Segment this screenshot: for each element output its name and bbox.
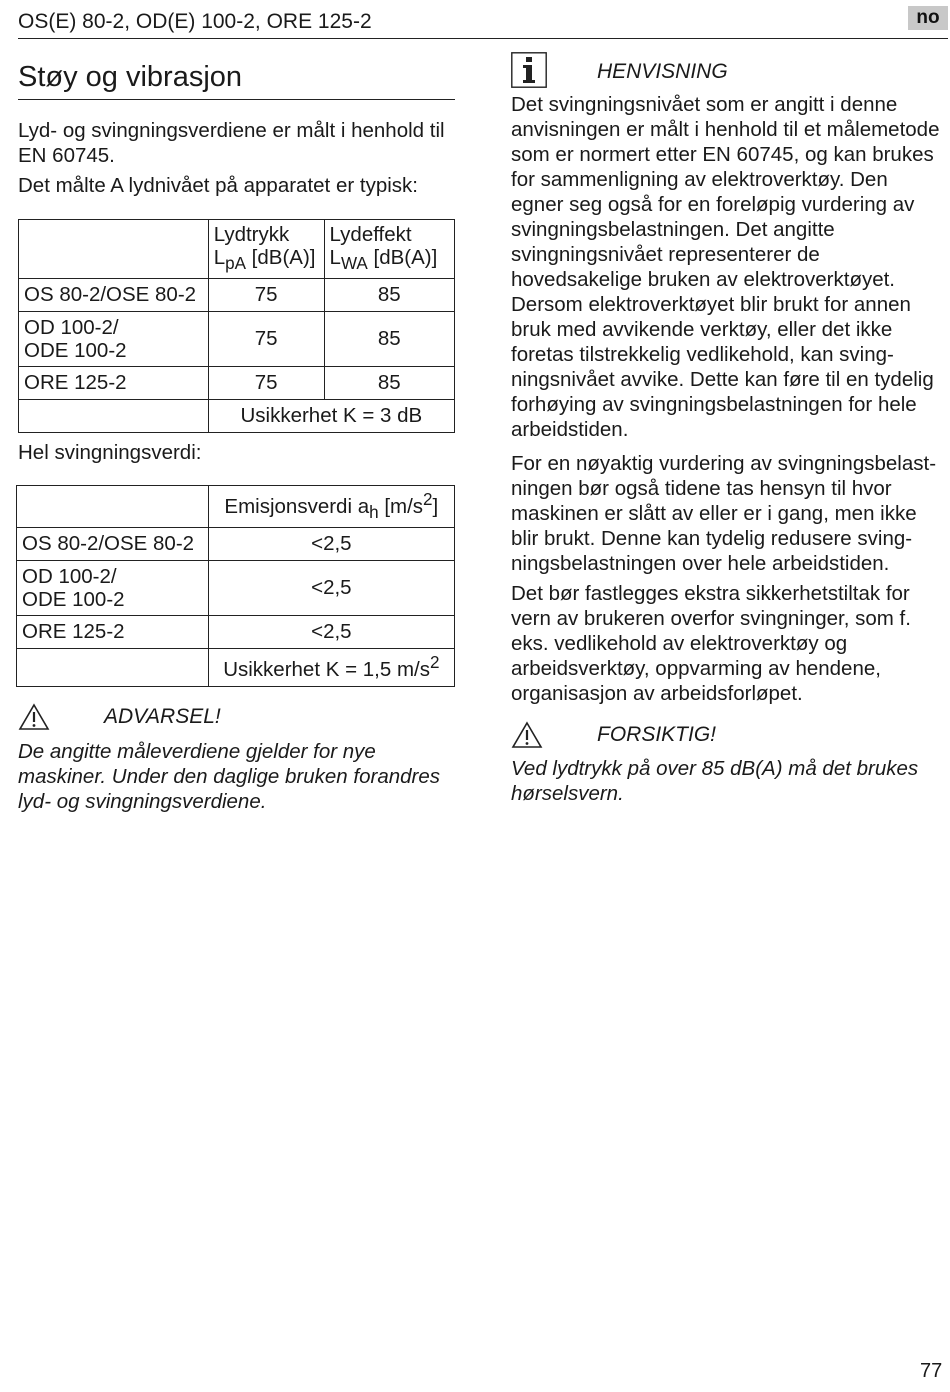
lpa-unit: [dB(A)] xyxy=(245,245,316,269)
intro-measured-level: Det målte A lydnivået på apparatet er typisk: xyxy=(18,174,418,197)
lpa-symbol: L xyxy=(213,245,226,269)
note-label: HENVISNING xyxy=(597,60,728,83)
lpa-header-label: Lydtrykk xyxy=(213,222,290,246)
language-badge: no xyxy=(908,6,948,30)
noise-table-header-lpa xyxy=(208,220,324,279)
emission-subscript: h xyxy=(369,502,379,522)
warning-label: ADVARSEL! xyxy=(104,705,221,728)
vibration-value: <2,5 xyxy=(208,561,454,616)
warning-heading xyxy=(18,703,455,733)
lwa-subscript: WA xyxy=(340,254,368,274)
vibration-table-corner-cell xyxy=(17,486,209,528)
vibration-uncertainty-text: Usikkerhet K = 1,5 m/s xyxy=(223,657,430,681)
document-header-title: OS(E) 80-2, OD(E) 100-2, ORE 125-2 xyxy=(18,10,372,33)
lpa-subscript: pA xyxy=(225,254,246,274)
noise-table-header-row xyxy=(19,220,455,279)
noise-table-header-lwa xyxy=(324,220,454,279)
emission-superscript: 2 xyxy=(423,490,433,510)
info-icon xyxy=(511,52,547,88)
lwa-value: 85 xyxy=(324,279,454,312)
note-paragraph: Det svingningsnivået som er angitt i denne anvisningen er målt i henhold til et målemetode som er normert etter EN 60745, og kan brukes for sammenligning av elektroverktøy. Den egner seg også for en foreløpig vurdering av svingningsbelastningen. Det angitte svingningsnivået representerer de hovedsakelige bruken av elektroverktøyet. Dersom elektroverktøyet blir brukt for annen bruk med avvikende verktøy, eller det ikke foretas tilstrekkelig vedlikehold, kan sving-ningsnivået avvike. Dette kan føre til en tydelig forhøying av svingningsbelastningen for hele arbeidstiden. xyxy=(511,93,940,441)
lpa-value: 75 xyxy=(208,312,324,367)
lwa-unit: [dB(A)] xyxy=(367,245,438,269)
warning-triangle-icon xyxy=(18,703,50,731)
caution-text: Ved lydtrykk på over 85 dB(A) må det brukes hørselsvern. xyxy=(511,757,919,805)
vibration-value: <2,5 xyxy=(208,528,454,561)
warning-text: De angitte måleverdiene gjelder for nye maskiner. Under den daglige bruken forandres lyd- og svingningsverdiene. xyxy=(18,740,441,813)
lpa-value: 75 xyxy=(208,279,324,312)
intro-paragraph: Lyd- og svingningsverdiene er målt i henhold til EN 60745. xyxy=(18,119,445,167)
caution-heading xyxy=(511,721,944,751)
emission-unit-close: ] xyxy=(432,494,439,518)
empty-cell xyxy=(19,400,209,433)
noise-table xyxy=(18,219,455,433)
lwa-value: 85 xyxy=(324,312,454,367)
lpa-value: 75 xyxy=(208,367,324,400)
emission-value-header xyxy=(208,486,454,528)
vibration-value: <2,5 xyxy=(208,616,454,649)
vibration-uncertainty-row xyxy=(17,649,455,687)
table-row xyxy=(17,616,455,649)
emission-label: Emisjonsverdi a xyxy=(224,494,370,518)
model-line: ODE 100-2 xyxy=(22,588,125,611)
noise-table-corner-cell xyxy=(19,220,209,279)
model-cell: ORE 125-2 xyxy=(17,616,209,649)
page-number: 77 xyxy=(920,1360,943,1382)
vibration-uncertainty-superscript: 2 xyxy=(429,653,440,673)
lwa-value: 85 xyxy=(324,367,454,400)
note-paragraph: Det bør fastlegges ekstra sikkerhetstiltak for vern av brukeren overfor svingninger, som f. eks. vedlikehold av elektroverktøy og arbeidsverktøy, oppvarming av hendene, organisasjon av arbeidsforløpet. xyxy=(511,582,911,705)
model-cell xyxy=(17,561,209,616)
lwa-symbol: L xyxy=(329,245,341,269)
emission-unit: [m/s xyxy=(378,494,424,518)
caution-label: FORSIKTIG! xyxy=(597,723,717,746)
table-row xyxy=(17,561,455,616)
model-cell xyxy=(19,312,209,367)
vibration-table-header-row xyxy=(17,486,455,528)
model-line: OD 100-2/ xyxy=(22,565,117,588)
section-title: Støy og vibrasjon xyxy=(18,58,455,100)
model-cell: OS 80-2/OSE 80-2 xyxy=(19,279,209,312)
table-row xyxy=(19,367,455,400)
model-cell: OS 80-2/OSE 80-2 xyxy=(17,528,209,561)
noise-uncertainty: Usikkerhet K = 3 dB xyxy=(208,400,454,433)
header-divider xyxy=(18,38,948,39)
model-line: OD 100-2/ xyxy=(24,316,119,339)
model-line: ODE 100-2 xyxy=(24,339,127,362)
vibration-heading: Hel svingningsverdi: xyxy=(18,441,202,464)
vibration-uncertainty xyxy=(208,649,454,687)
empty-cell xyxy=(17,649,209,687)
table-row xyxy=(17,528,455,561)
lwa-header-label: Lydeffekt xyxy=(329,222,412,246)
note-paragraph: For en nøyaktig vurdering av svingningsbelast-ningen bør også tidene tas hensyn til hvor maskinen er slått av eller er i gang, men ikke blir brukt. Denne kan tydelig redusere sving-ningsbelastningen over hele arbeidstiden. xyxy=(511,452,937,575)
table-row xyxy=(19,312,455,367)
noise-uncertainty-row xyxy=(19,400,455,433)
vibration-table xyxy=(16,485,455,687)
table-row xyxy=(19,279,455,312)
model-cell: ORE 125-2 xyxy=(19,367,209,400)
warning-triangle-icon xyxy=(511,721,543,749)
